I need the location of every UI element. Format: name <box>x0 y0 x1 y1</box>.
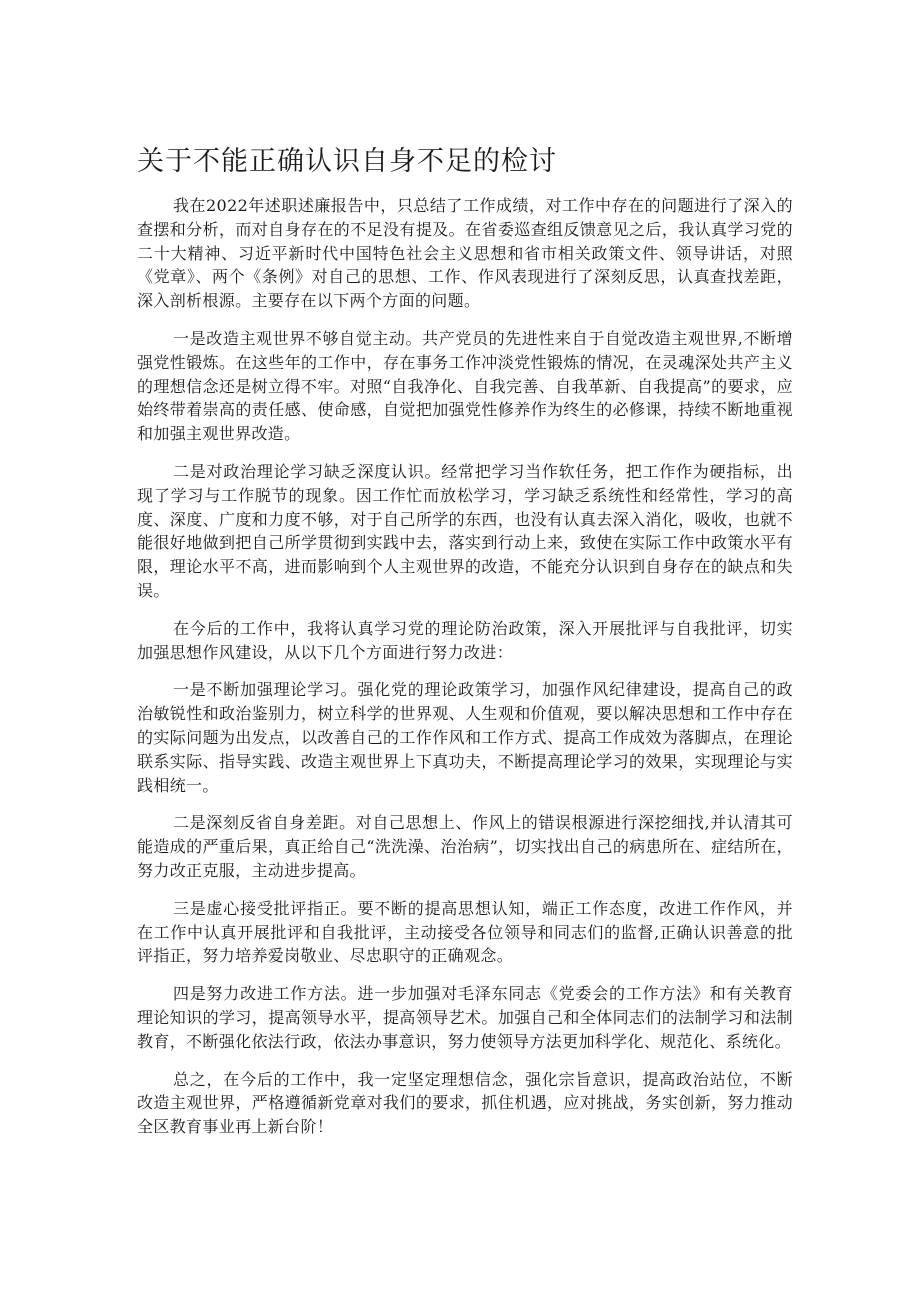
paragraph-improvement-3: 三是虚心接受批评指正。要不断的提高思想认知，端正工作态度，改进工作作风，并在工作中认真开展批评和自我批评，主动接受各位领导和同志们的监督,正确认识善意的批评指正，努力培养爱岗敬业、尽忠职守的正确观念。 <box>137 898 793 966</box>
paragraph-improvement-1: 一是不断加强理论学习。强化党的理论政策学习，加强作风纪律建设，提高自己的政治敏锐性和政治鉴别力，树立科学的世界观、人生观和价值观，要以解决思想和工作中存在的实际问题为出发点，以改善自己的工作作风和工作方式、提高工作成效为落脚点，在理论联系实际、指导实践、改造主观世界上下真功夫，不断提高理论学习的效果，实现理论与实践相统一。 <box>137 680 793 795</box>
paragraph-intro: 我在2022年述职述廉报告中，只总结了工作成绩，对工作中存在的问题进行了深入的查摆和分析，而对自身存在的不足没有提及。在省委巡查组反馈意见之后，我认真学习党的二十大精神、习近平新时代中国特色社会主义思想和省市相关政策文件、领导讲话，对照《党章》、两个《条例》对自己的思想、工作、作风表现进行了深刻反思，认真查找差距，深入剖析根源。主要存在以下两个方面的问题。 <box>137 196 793 311</box>
paragraph-improvement-2: 二是深刻反省自身差距。对自己思想上、作风上的错误根源进行深挖细找,并认清其可能造成的严重后果，真正给自己“洗洗澡、治治病”，切实找出自己的病患所在、症结所在，努力改正克服，主动进步提高。 <box>137 813 793 880</box>
paragraph-problem-1: 一是改造主观世界不够自觉主动。共产党员的先进性来自于自觉改造主观世界,不断增强党性锻炼。在这些年的工作中，存在事务工作冲淡党性锻炼的情况，在灵魂深处共产主义的理想信念还是树立得不牢。对照“自我净化、自我完善、自我革新、自我提高”的要求，应始终带着崇高的责任感、使命感，自觉把加强党性修养作为终生的必修课，持续不断地重视和加强主观世界改造。 <box>137 328 793 444</box>
paragraph-problem-2: 二是对政治理论学习缺乏深度认识。经常把学习当作软任务，把工作作为硬指标，出现了学习与工作脱节的现象。因工作忙而放松学习，学习缺乏系统性和经常性，学习的高度、深度、广度和力度不够，对于自己所学的东西，也没有认真去深入消化，吸收，也就不能很好地做到把自己所学贯彻到实践中去，落实到行动上来，致使在实际工作中政策水平有限，理论水平不高，进而影响到个人主观世界的改造，不能充分认识到自身存在的缺点和失误。 <box>137 461 793 600</box>
paragraph-improvement-4: 四是努力改进工作方法。进一步加强对毛泽东同志《党委会的工作方法》和有关教育理论知识的学习，提高领导水平，提高领导艺术。加强自己和全体同志们的法制学习和法制教育，不断强化依法行政，依法办事意识，努力使领导方法更加科学化、规范化、系统化。 <box>137 984 793 1051</box>
document-title: 关于不能正确认识自身不足的检讨 <box>137 146 557 177</box>
document-body <box>137 194 793 1153</box>
paragraph-conclusion: 总之，在今后的工作中，我一定坚定理想信念，强化宗旨意识，提高政治站位，不断改造主观世界，严格遵循新党章对我们的要求，抓住机遇，应对挑战，务实创新，努力推动全区教育事业再上新台阶！ <box>137 1069 793 1137</box>
paragraph-improvement-intro: 在今后的工作中，我将认真学习党的理论防治政策，深入开展批评与自我批评，切实加强思想作风建设，从以下几个方面进行努力改进： <box>137 618 793 662</box>
